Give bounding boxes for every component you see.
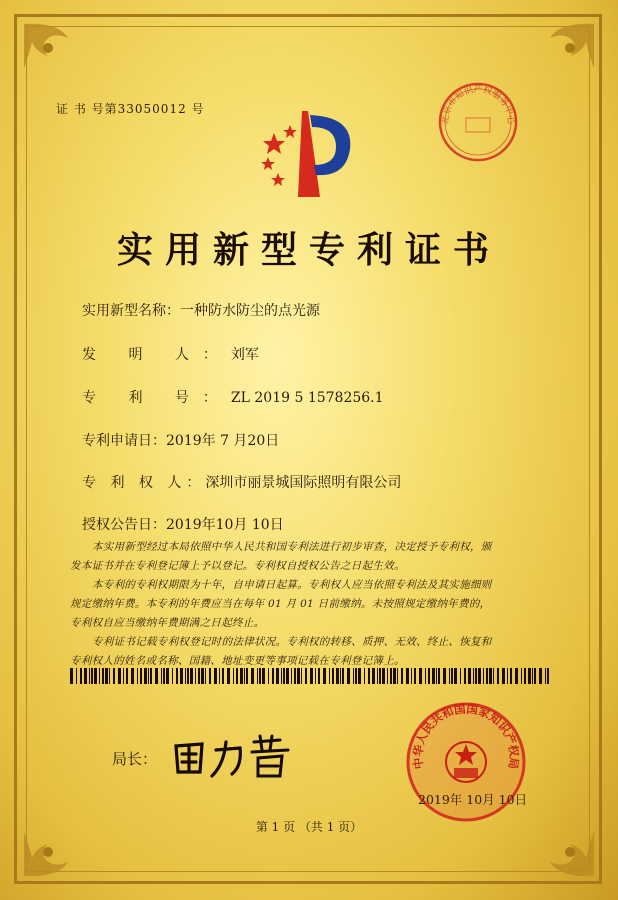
director-signature xyxy=(168,728,308,784)
field-label: 发 明 人： xyxy=(82,347,231,363)
corner-ornament-icon xyxy=(520,802,600,882)
notice-line: 专利证书记载专利权登记时的法律状况。专利权的转移、质押、无效、终止、恢复和 xyxy=(92,636,492,648)
director-label: 局长： xyxy=(112,750,158,768)
notice-line: 专利权自应当缴纳年费期满之日起终止。 xyxy=(70,617,265,629)
legal-notice xyxy=(70,538,554,671)
patent-office-logo-icon xyxy=(250,105,360,205)
seal-date: 2019年 10月 10日 xyxy=(418,792,528,807)
field-patent-number xyxy=(82,387,384,407)
field-value: 2019年 7 月20日 xyxy=(166,433,280,449)
notice-line: 规定缴纳年费。本专利的年费应当在每年 01 月 01 日前缴纳。未按照规定缴纳年费的， xyxy=(70,598,491,610)
certificate-number: 证 书 号第33050012 号 xyxy=(56,102,205,116)
field-label: 实用新型名称： xyxy=(82,303,180,319)
notice-line: 发本证书并在专利登记簿上予以登记。专利权自授权公告之日起生效。 xyxy=(70,560,405,572)
field-value: 深圳市丽景城国际照明有限公司 xyxy=(205,475,402,491)
notice-line: 本专利的专利权期限为十年，自申请日起算。专利权人应当依照专利法及其实施细则 xyxy=(92,579,492,591)
notice-line: 本实用新型经过本局依照中华人民共和国专利法进行初步审查，决定授予专利权，颁 xyxy=(92,541,492,553)
service-center-seal xyxy=(436,80,520,164)
svg-text:北京市知识产权服务中心: 北京市知识产权服务中心 xyxy=(440,85,516,125)
field-label: 专 利 号： xyxy=(82,390,231,406)
corner-ornament-icon xyxy=(18,18,98,98)
field-application-date xyxy=(82,430,279,450)
corner-ornament-icon xyxy=(18,802,98,882)
field-value: 刘军 xyxy=(230,347,259,363)
field-value: ZL 2019 5 1578256.1 xyxy=(230,390,384,406)
field-utility-model-name xyxy=(82,300,320,320)
field-value: 2019年10月 10日 xyxy=(166,517,284,533)
notice-line: 专利权人的姓名或名称、国籍、地址变更等事项记载在专利登记簿上。 xyxy=(70,655,405,667)
svg-text:中华人民共和国国家知识产权局: 中华人民共和国国家知识产权局 xyxy=(410,701,522,770)
page-number: 第 1 页 （共 1 页） xyxy=(255,820,363,834)
field-label: 专利申请日： xyxy=(82,433,166,449)
field-grant-date xyxy=(82,514,284,534)
corner-ornament-icon xyxy=(520,18,600,98)
field-label: 专 利 权 人： xyxy=(82,475,206,491)
certificate-title: 实用新型专利证书 xyxy=(116,229,501,271)
barcode xyxy=(70,668,550,684)
field-label: 授权公告日： xyxy=(82,517,166,533)
field-inventor xyxy=(82,344,259,364)
field-patentee xyxy=(82,472,401,492)
field-value: 一种防水防尘的点光源 xyxy=(180,303,320,319)
